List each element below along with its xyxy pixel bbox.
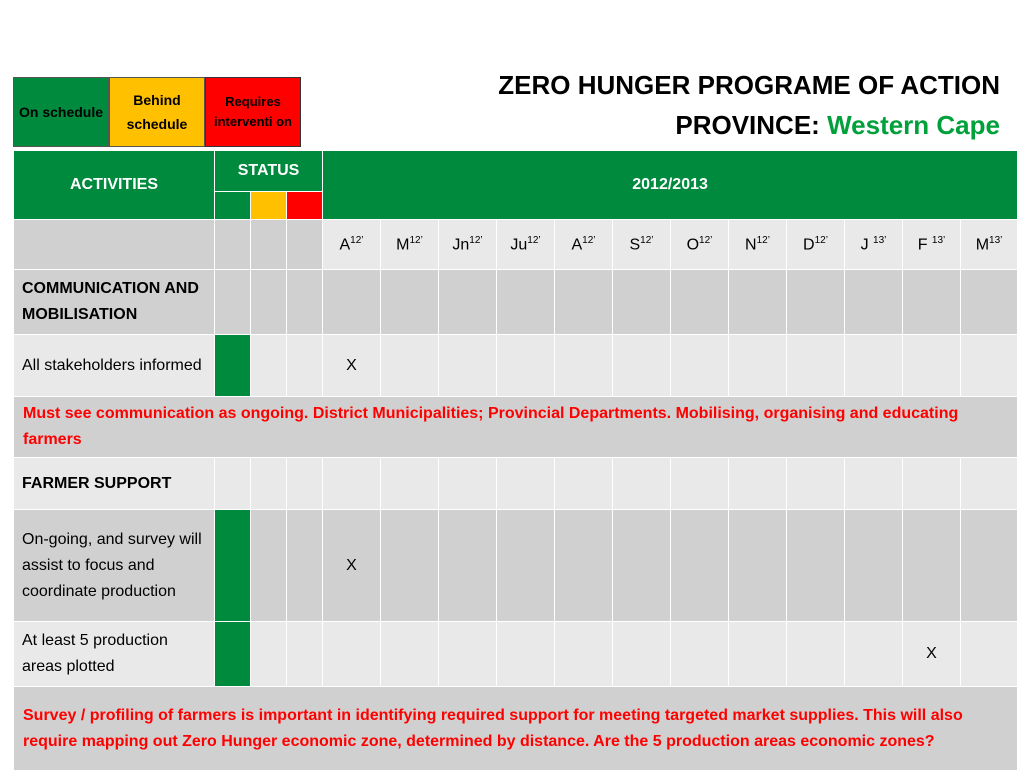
table-row [14,270,1018,335]
status-on-schedule [215,335,251,397]
activity-stakeholders: All stakeholders informed [14,335,215,397]
month-cell: $A^{12’}$ [323,220,381,270]
note-farmer-survey: Survey / profiling of farmers is important in identifying required support for meeting targeted market supplies. This will also require mapping out Zero Hunger economic zone, determined by distance. Are the 5 production areas economic zones? [14,687,1018,771]
table-row [14,687,1018,771]
table-row [14,458,1018,510]
month-cell: $D^{12’}$ [787,220,845,270]
year-header: 2012/2013 [323,151,1018,220]
legend-requires-intervention: Requires interventi on [205,77,301,147]
status-yellow-header [251,192,287,220]
table-row [14,510,1018,622]
activity-ongoing-survey: On-going, and survey will assist to focus and coordinate production [14,510,215,622]
status-green-header [215,192,251,220]
month-cell: J $^{13’}$ [845,220,903,270]
title-line: ZERO HUNGER PROGRAME OF ACTION [498,70,1000,100]
status-header: STATUS [215,151,323,192]
month-cell: F $^{13’}$ [903,220,961,270]
province-line [498,105,1000,145]
progress-mark: X [323,510,381,622]
month-cell: $S^{12’}$ [613,220,671,270]
province-label: PROVINCE: [675,110,820,140]
month-cell: $Jn^{12’}$ [439,220,497,270]
month-cell: $A^{12’}$ [555,220,613,270]
month-row [14,220,1018,270]
province-value: Western Cape [827,110,1000,140]
status-on-schedule [215,510,251,622]
month-cell: $N^{12’}$ [729,220,787,270]
section-farmer-support: FARMER SUPPORT [14,458,215,510]
status-legend [13,77,301,147]
month-cell: $O^{12’}$ [671,220,729,270]
section-communication: COMMUNICATION AND MOBILISATION [14,270,215,335]
page-title [498,65,1000,145]
month-row-label [14,220,215,270]
activities-table [13,150,1018,771]
legend-on-schedule: On schedule [13,77,109,147]
month-cell: $M^{12’}$ [381,220,439,270]
progress-mark: X [903,622,961,687]
progress-mark: X [323,335,381,397]
status-red-header [287,192,323,220]
month-cell: $M^{13’}$ [961,220,1018,270]
table-row [14,335,1018,397]
table-row [14,622,1018,687]
legend-behind-schedule: Behind schedule [109,77,205,147]
note-communication: Must see communication as ongoing. District Municipalities; Provincial Departments. Mobilising, organising and educating farmers [14,397,1018,458]
activities-header: ACTIVITIES [14,151,215,220]
month-cell: $Ju^{12’}$ [497,220,555,270]
table-row [14,397,1018,458]
status-on-schedule [215,622,251,687]
activity-production-areas: At least 5 production areas plotted [14,622,215,687]
